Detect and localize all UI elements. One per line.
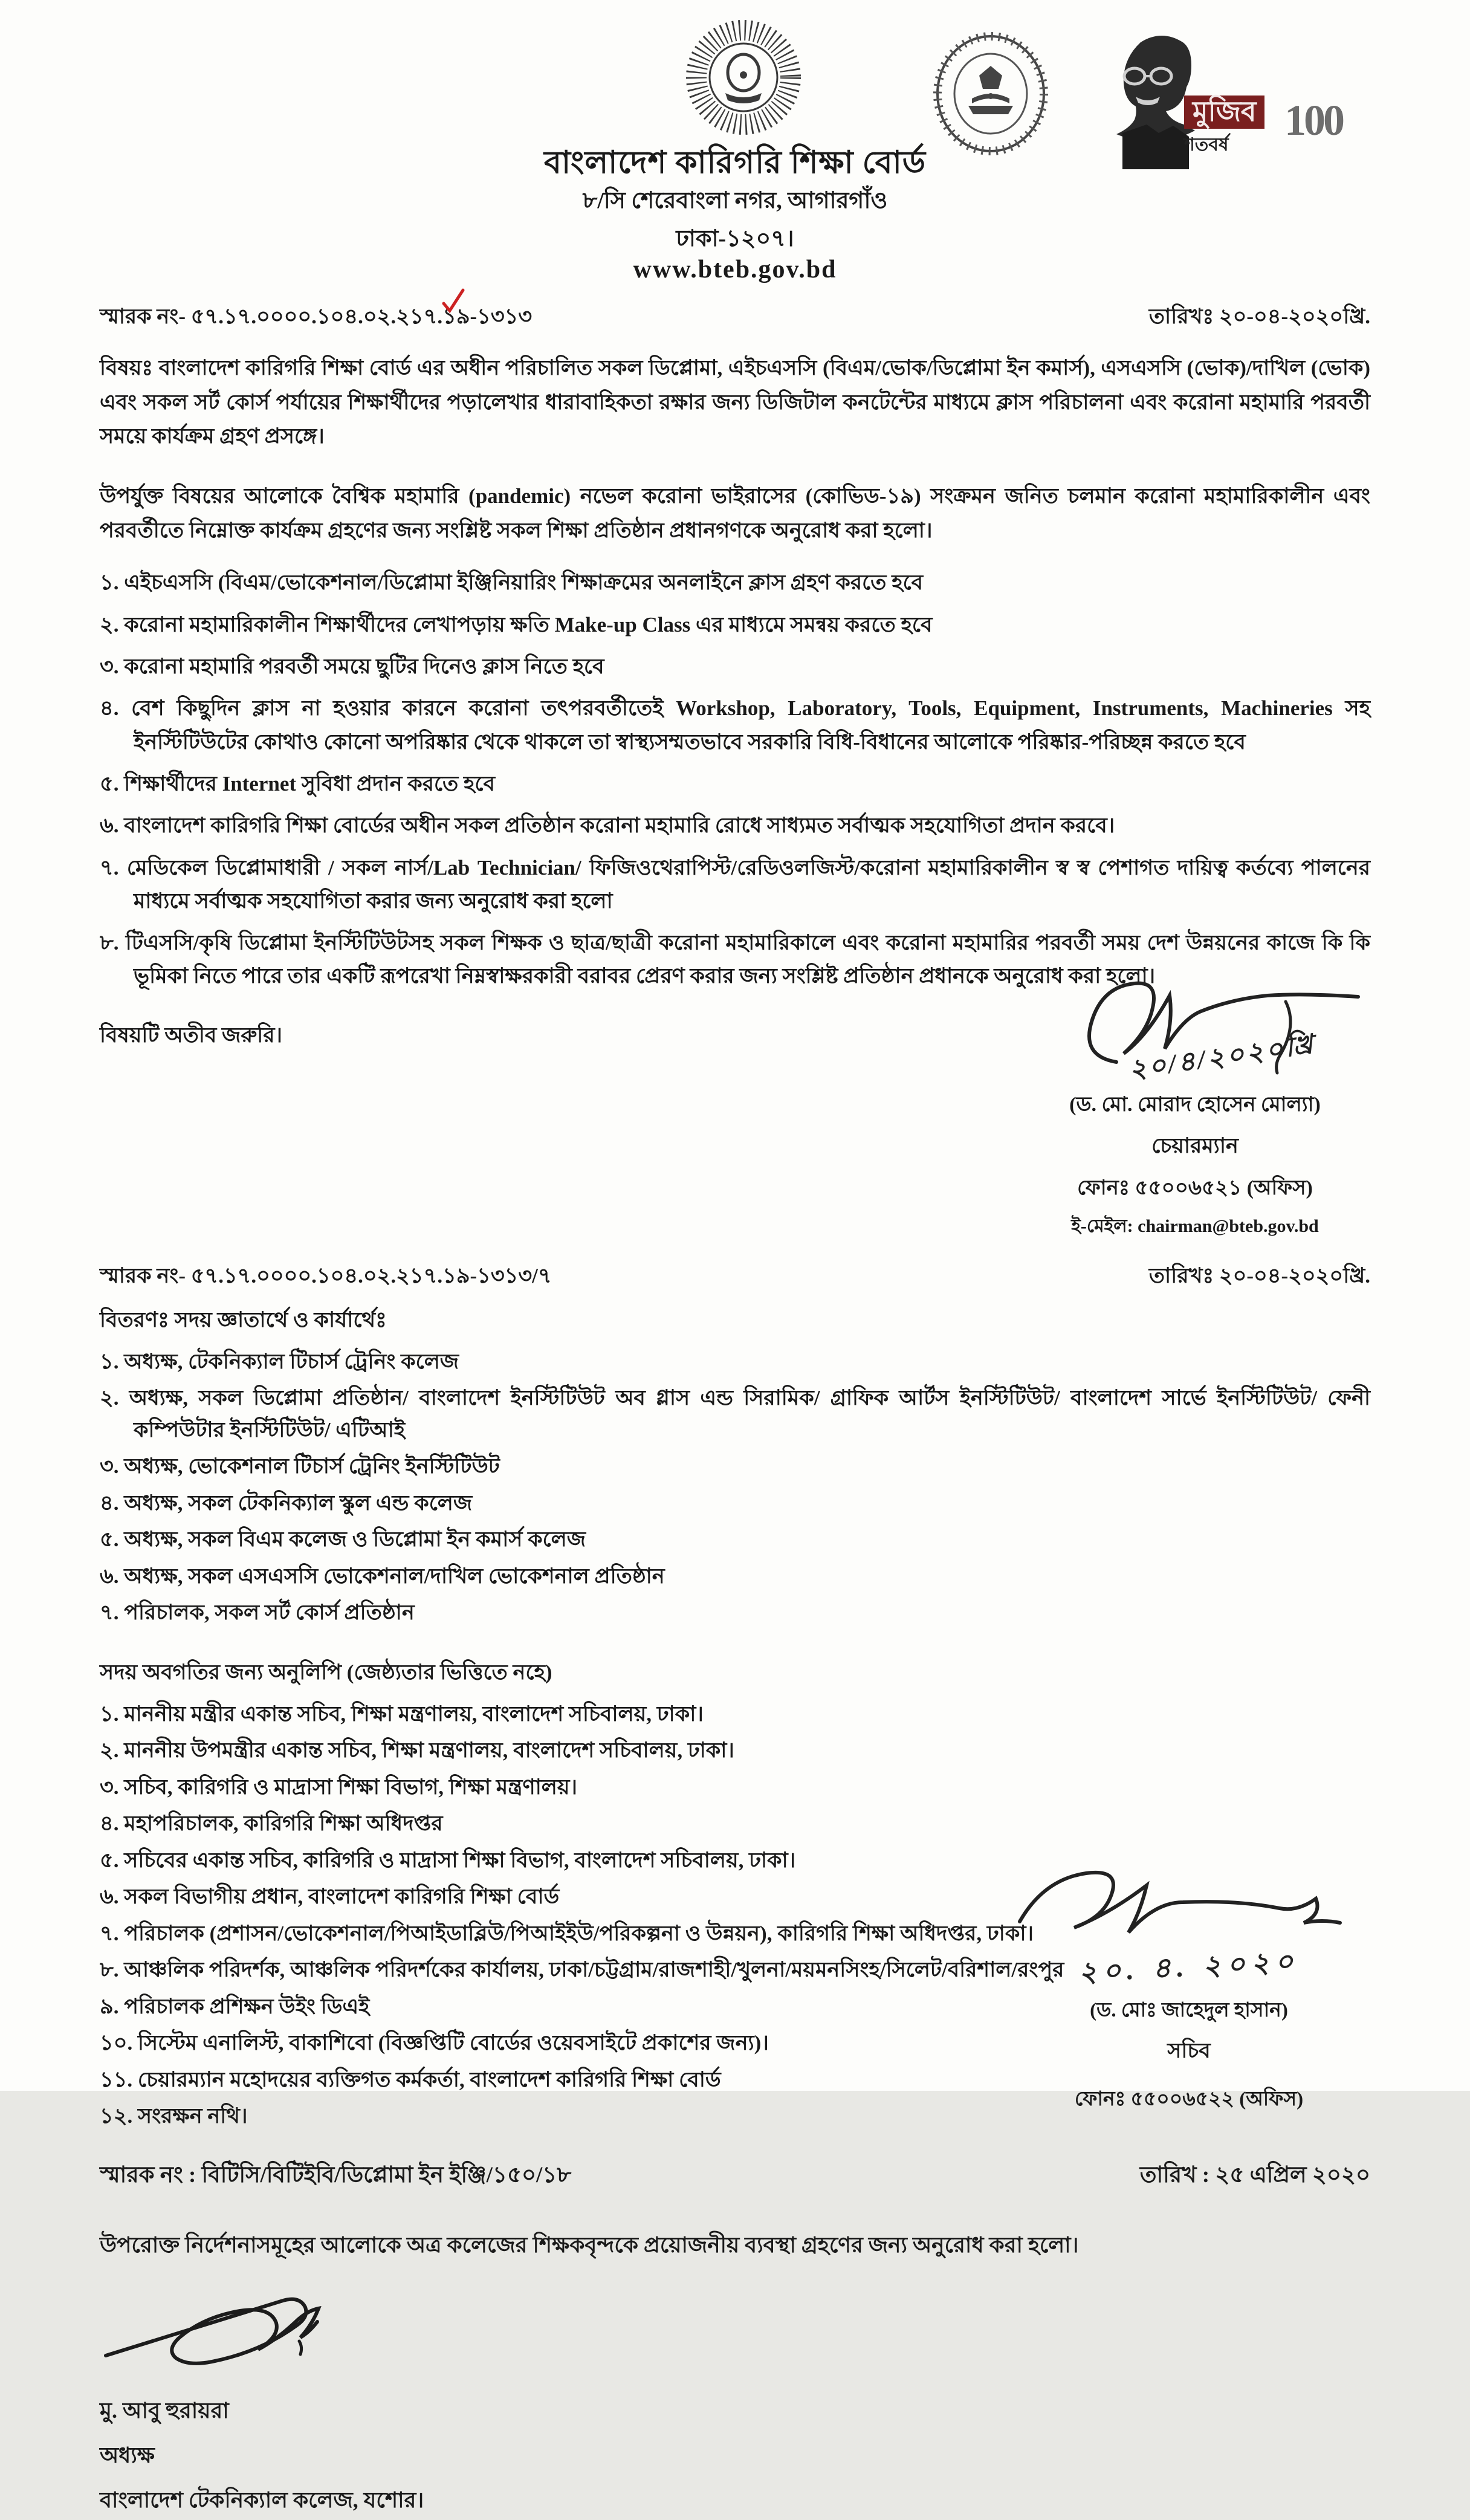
memo3-date: তারিখ : ২৫ এপ্রিল ২০২০ [1139,2162,1370,2188]
distribution-item-3: ৩. অধ্যক্ষ, ভোকেশনাল টিচার্স ট্রেনিং ইনস্টিটিউট [100,1454,500,1479]
principal-signature-icon [100,2283,414,2386]
chairman-handwritten-date: ২০/৪/২০২০খ্রি [1127,1029,1317,1085]
memo2-row [100,1259,1370,1295]
mujib-100-logo [1098,24,1342,169]
copy-item-5: ৫. সচিবের একান্ত সচিব, কারিগরি ও মাদ্রাসা শিক্ষা বিভাগ, বাংলাদেশ সচিবালয়, ঢাকা। [100,1848,796,1872]
org-website: www.bteb.gov.bd [633,256,837,283]
memo3-row [100,2157,1370,2195]
bteb-seal-icon [683,17,804,138]
mujib-word2: শতবর্ষ [1184,134,1229,155]
principal-block [100,2283,1370,2520]
mujib-100-number: 100 [1284,96,1342,144]
memo1-row [100,300,1370,335]
chairman-signature-section [100,1002,1370,1243]
secretary-title: সচিব [1167,2038,1211,2062]
copy-item-10: ১০. সিস্টেম এনালিস্ট, বাকাশিবো (বিজ্ঞপ্তিটি বোর্ডের ওয়েবসাইটে প্রকাশের জন্য)। [100,2031,769,2055]
chairman-title: চেয়ারম্যান [1151,1133,1238,1158]
secretary-phone: ফোনঃ ৫৫০০৬৫২২ (অফিস) [1074,2088,1304,2110]
directive-item-8: ৮. টিএসসি/কৃষি ডিপ্লোমা ইনস্টিটিউটসহ সকল শিক্ষক ও ছাত্র/ছাত্রী করোনা মহামারিকালে এবং করোনা মহামারির পরবর্তী সময় দেশ উন্নয়নের কাজে কি কি ভূমিকা নিতে পারে তার একটি রূপরেখা নিম্নস্বাক্ষরকারী বরাবর প্রেরণ করার জন্য সংশ্লিষ্ট প্রতিষ্ঠান প্রধানকে অনুরোধ করা হলো। [100,931,1370,988]
distribution-item-7: ৭. পরিচালক, সকল সর্ট কোর্স প্রতিষ্ঠান [100,1601,415,1625]
copy-item-8: ৮. আঞ্চলিক পরিদর্শক, আঞ্চলিক পরিদর্শকের কার্যালয়, ঢাকা/চট্টগ্রাম/রাজশাহী/খুলনা/ময়মনসিংহ/সিলেট/বরিশাল/রংপুর [100,1958,1064,1982]
distribution-item-2: ২. অধ্যক্ষ, সকল ডিপ্লোমা প্রতিষ্ঠান/ বাংলাদেশ ইনস্টিটিউট অব গ্লাস এন্ড সিরামিক/ গ্রাফিক আর্টস ইনস্টিটিউট/ বাংলাদেশ সার্ভে ইনস্টিটিউট/ ফেনী কম্পিউটার ইনস্টিটিউট/ এটিআই [100,1386,1370,1442]
mujib-word: মুজিব [1184,96,1264,129]
org-address-line1: ৮/সি শেরেবাংলা নগর, আগারগাঁও [582,188,888,213]
secretary-name: (ড. মোঃ জাহেদুল হাসান) [1090,1999,1288,2021]
copy-item-3: ৩. সচিব, কারিগরি ও মাদ্রাসা শিক্ষা বিভাগ, শিক্ষা মন্ত্রণালয়। [100,1775,578,1799]
distribution-item-4: ৪. অধ্যক্ষ, সকল টেকনিক্যাল স্কুল এন্ড কলেজ [100,1491,473,1515]
memo3-number: স্মারক নং : বিটিসি/বিটিইবি/ডিপ্লোমা ইন ইঞ্জি/১৫০/১৮ [100,2162,572,2188]
distribution-list [100,1346,1370,1629]
red-checkmark-annotation [435,283,471,319]
mujib-label [1184,96,1342,161]
secretary-block [1008,1855,1370,2117]
chairman-block [1026,965,1364,1242]
copy-item-2: ২. মাননীয় উপমন্ত্রীর একান্ত সচিব, শিক্ষা মন্ত্রণালয়, বাংলাদেশ সচিবালয়, ঢাকা। [100,1738,734,1763]
directive-list [100,566,1370,993]
org-address-line2: ঢাকা-১২০৭। [676,226,794,251]
memo1-date: তারিখঃ ২০-০৪-২০২০খ্রি. [1148,305,1370,328]
distribution-item-6: ৬. অধ্যক্ষ, সকল এসএসসি ভোকেশনাল/দাখিল ভোকেশনাল প্রতিষ্ঠান [100,1564,665,1588]
principal-title: অধ্যক্ষ [100,2443,155,2467]
copy-section [100,1656,1370,2133]
directive-item-2: ২. করোনা মহামারিকালীন শিক্ষার্থীদের লেখাপড়ায় ক্ষতি Make-up Class এর মাধ্যমে সমন্বয় করতে হবে [100,612,933,636]
copy-item-1: ১. মাননীয় মন্ত্রীর একান্ত সচিব, শিক্ষা মন্ত্রণালয়, বাংলাদেশ সচিবালয়, ঢাকা। [100,1702,704,1726]
principal-org: বাংলাদেশ টেকনিক্যাল কলেজ, যশোর। [100,2487,424,2512]
directive-item-7: ৭. মেডিকেল ডিপ্লোমাধারী / সকল নার্স/Lab Technician/ ফিজিওথেরাপিস্ট/রেডিওলজিস্ট/করোনা মহামারিকালীন স্ব স্ব পেশাগত দায়িত্ব কর্তব্যে পালনের মাধ্যমে সর্বাত্মক সহযোগিতা করার জন্য অনুরোধ করা হলো [100,855,1370,913]
directive-item-5: ৫. শিক্ষার্থীদের Internet সুবিধা প্রদান করতে হবে [100,771,495,795]
directive-item-1: ১. এইচএসসি (বিএম/ভোকেশনাল/ডিপ্লোমা ইঞ্জিনিয়ারিং শিক্ষাক্রমের অনলাইনে ক্লাস গ্রহণ করতে হবে [100,571,924,595]
distribution-item-1: ১. অধ্যক্ষ, টেকনিক্যাল টিচার্স ট্রেনিং কলেজ [100,1349,459,1373]
memo2-date: তারিখঃ ২০-০৪-২০২০খ্রি. [1148,1263,1370,1288]
institute-emblem-icon [932,33,1050,154]
forward-note: উপরোক্ত নির্দেশনাসমূহের আলোকে অত্র কলেজের শিক্ষকবৃন্দকে প্রয়োজনীয় ব্যবস্থা গ্রহণের জন্য অনুরোধ করা হলো। [100,2232,1079,2257]
chairman-name: (ড. মো. মোরাদ হোসেন মোল্যা) [1069,1093,1321,1116]
copy-item-11: ১১. চেয়ারম্যান মহোদয়ের ব্যক্তিগত কর্মকর্তা, বাংলাদেশ কারিগরি শিক্ষা বোর্ড [100,2067,721,2091]
org-name: বাংলাদেশ কারিগরি শিক্ষা বোর্ড [544,146,926,180]
intro-paragraph: উপর্যুক্ত বিষয়ের আলোকে বৈশ্বিক মহামারি (pandemic) নভেল করোনা ভাইরাসের (কোভিড-১৯) সংক্রমন জনিত চলমান করোনা মহামারিকালীন এবং পরবর্তীতে নিম্নোক্ত কার্যক্রম গ্রহণের জন্য সংশ্লিষ্ট সকল শিক্ষা প্রতিষ্ঠান প্রধানগণকে অনুরোধ করা হলো। [100,484,1370,542]
copy-item-12: ১২. সংরক্ষন নথি। [100,2104,248,2128]
copy-item-4: ৪. মহাপরিচালক, কারিগরি শিক্ষা অধিদপ্তর [100,1812,443,1836]
directive-item-4: ৪. বেশ কিছুদিন ক্লাস না হওয়ার কারনে করোনা তৎপরবর্তীতেই Workshop, Laboratory, Tools, Equipment, Instruments, Machineries সহ ইনস্টিটিউটের কোথাও কোনো অপরিষ্কার থেকে থাকলে তা স্বাস্থ্যসম্মতভাবে সরকারি বিধি-বিধানের আলোকে পরিষ্কার-পরিচ্ছন্ন করতে হবে [100,696,1370,754]
subject-paragraph: বিষয়ঃ বাংলাদেশ কারিগরি শিক্ষা বোর্ড এর অধীন পরিচালিত সকল ডিপ্লোমা, এইচএসসি (বিএম/ভোক/ডিপ্লোমা ইন কমার্স), এসএসসি (ভোক)/দাখিল (ভোক) এবং সকল সর্ট কোর্স পর্যায়ের শিক্ষার্থীদের পড়ালেখার ধারাবাহিকতা রক্ষার জন্য ডিজিটাল কনটেন্টের মাধ্যমে ক্লাস পরিচালনা এবং করোনা মহামারি পরবর্তী সময়ে কার্যক্রম গ্রহণ প্রসঙ্গে। [100,356,1370,449]
memo1-number: স্মারক নং- ৫৭.১৭.০০০০.১০৪.০২.২১৭.১৯-১৩১৩ [100,305,533,328]
directive-item-6: ৬. বাংলাদেশ কারিগরি শিক্ষা বোর্ডের অধীন সকল প্রতিষ্ঠান করোনা মহামারি রোধে সাধ্যমত সর্বাত্মক সহযোগিতা প্রদান করবে। [100,814,1115,838]
copy-list [100,1699,1164,2133]
copy-item-9: ৯. পরিচালক প্রশিক্ষন উইং ডিএই [100,1994,370,2018]
chairman-phone: ফোনঃ ৫৫০০৬৫২১ (অফিস) [1077,1176,1313,1199]
letterhead [100,12,1370,284]
directive-item-3: ৩. করোনা মহামারি পরবর্তী সময়ে ছুটির দিনেও ক্লাস নিতে হবে [100,655,604,679]
secretary-handwritten-date: ২০. ৪. ২০২০ [1078,1945,1300,1988]
copy-item-7: ৭. পরিচালক (প্রশাসন/ভোকেশনাল/পিআইডাব্লিউ/পিআইইউ/পরিকল্পনা ও উন্নয়ন), কারিগরি শিক্ষা অধিদপ্তর, ঢাকা। [100,1921,1034,1945]
memo2-number: স্মারক নং- ৫৭.১৭.০০০০.১০৪.০২.২১৭.১৯-১৩১৩/৭ [100,1263,552,1288]
distribution-heading: বিতরণঃ সদয় জ্ঞাতার্থে ও কার্যার্থেঃ [100,1307,387,1332]
secretary-signature-icon [1008,1855,1370,1946]
distribution-item-5: ৫. অধ্যক্ষ, সকল বিএম কলেজ ও ডিপ্লোমা ইন কমার্স কলেজ [100,1527,586,1552]
urgent-note: বিষয়টি অতীব জরুরি। [100,1023,283,1047]
principal-name: মু. আবু হুরায়রা [100,2398,229,2423]
copy-heading: সদয় অবগতির জন্য অনুলিপি (জেষ্ঠ্যতার ভিত্তিতে নহে) [100,1660,552,1684]
copy-item-6: ৬. সকল বিভাগীয় প্রধান, বাংলাদেশ কারিগরি শিক্ষা বোর্ড [100,1885,560,1909]
chairman-email: ই-মেইল: chairman@bteb.gov.bd [1071,1216,1319,1236]
